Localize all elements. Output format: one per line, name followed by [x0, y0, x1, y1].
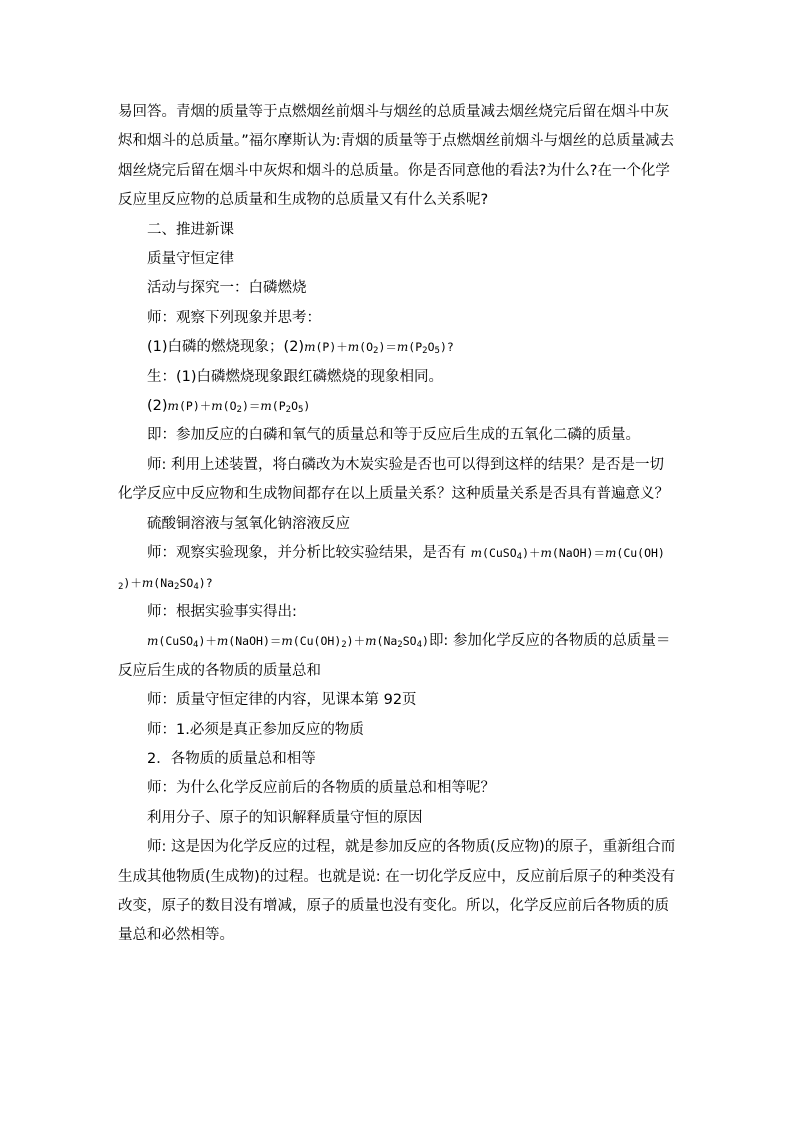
- formula-p-o2-p2o5: $m(P)+m(O_2)=m(P_2O_5)$?: [304, 340, 454, 357]
- text-line: 师: 利用上述装置，将白磷改为木炭实验是否也可以得到这样的结果？是否是一切化学反应中反应物和生成物间都存在以上质量关系？这种质量关系是否具有普遍意义？: [118, 456, 669, 503]
- text-line: 即: 参加化学反应的各物质的总质量＝反应后生成的各物质的质量总和: [118, 633, 671, 679]
- text-line: 师：为什么化学反应前后的各物质的质量总和相等呢？: [147, 780, 495, 797]
- text-line: (2): [147, 398, 168, 415]
- paragraph-holmes-story: [118, 98, 676, 216]
- text-line: 2．各物质的质量总和相等: [147, 750, 316, 767]
- student-formula-line: [118, 392, 676, 421]
- heading-mass-conservation: [118, 245, 676, 274]
- heading-new-lesson: [118, 216, 676, 245]
- formula-p-o2-p2o5-answer: $m(P)+m(O_2)=m(P_2O_5)$: [167, 399, 311, 416]
- teacher-derive-line: [118, 598, 676, 627]
- text-line: 师：观察下列现象并思考：: [147, 309, 321, 326]
- explanation-paragraph: [118, 833, 676, 951]
- formula-cuso4-naoh: $m(CuSO_4)+m(NaOH)=m(Cu(OH)_2)+m(Na_2SO_4)$?: [118, 546, 665, 592]
- point-one-line: [118, 716, 676, 745]
- question-line: [118, 333, 676, 362]
- text-line: 师：质量守恒定律的内容，见课本第 92页: [147, 692, 417, 709]
- teacher-line: [118, 304, 676, 333]
- text-line: 生：(1)白磷燃烧现象跟红磷燃烧的现象相同。: [147, 368, 444, 385]
- text-line: 师：根据实验事实得出:: [147, 603, 297, 620]
- text-line: 师：观察实验现象，并分析比较实验结果，是否有: [147, 545, 471, 562]
- experiment-title: [118, 510, 676, 539]
- point-two-line: [118, 745, 676, 774]
- text-line: 师: 这是因为化学反应的过程，就是参加反应的各物质(反应物)的原子，重新组合而生成其他物质(生成物)的过程。也就是说: 在一切化学反应中，反应前后原子的种类没有改变，原子的数目没有增减，原子的质量也没有变化。所以，化学反应前后各物质的质量总和必然相等。: [118, 839, 676, 944]
- text-line: 质量守恒定律: [147, 251, 234, 268]
- text-line: 利用分子、原子的知识解释质量守恒的原因: [147, 809, 423, 826]
- teacher-law-line: [118, 686, 676, 715]
- text-line: 硫酸铜溶液与氢氧化钠溶液反应: [147, 515, 350, 532]
- text-line: 活动与探究一：白磷燃烧: [147, 280, 307, 297]
- text-line: (1)白磷的燃烧现象；(2): [147, 339, 305, 356]
- text-line: 易回答。青烟的质量等于点燃烟丝前烟斗与烟丝的总质量减去烟丝烧完后留在烟斗中灰烬和烟斗的总质量。”福尔摩斯认为:青烟的质量等于点燃烟丝前烟斗与烟丝的总质量减去烟丝烧完后留在烟斗中灰烬和烟斗的总质量。你是否同意他的看法?为什么?在一个化学反应里反应物的总质量和生成物的总质量又有什么关系呢?: [118, 104, 675, 209]
- student-line: [118, 363, 676, 392]
- derived-law-paragraph: [118, 627, 676, 686]
- text-line: 二、推进新课: [147, 221, 234, 238]
- explain-title: [118, 804, 676, 833]
- conclusion-line: [118, 421, 676, 450]
- text-line: 即：参加反应的白磷和氧气的质量总和等于反应后生成的五氧化二磷的质量。: [147, 427, 640, 444]
- formula-cuso4-naoh-result: $m(CuSO_4)+m(NaOH)=m(Cu(OH)_2)+m(Na_2SO_4)$: [147, 634, 429, 651]
- teacher-question-paragraph: [118, 451, 676, 510]
- teacher-observe-paragraph: [118, 539, 676, 598]
- text-line: 师：1.必须是真正参加反应的物质: [147, 721, 364, 738]
- activity-title: [118, 274, 676, 303]
- teacher-why-line: [118, 774, 676, 803]
